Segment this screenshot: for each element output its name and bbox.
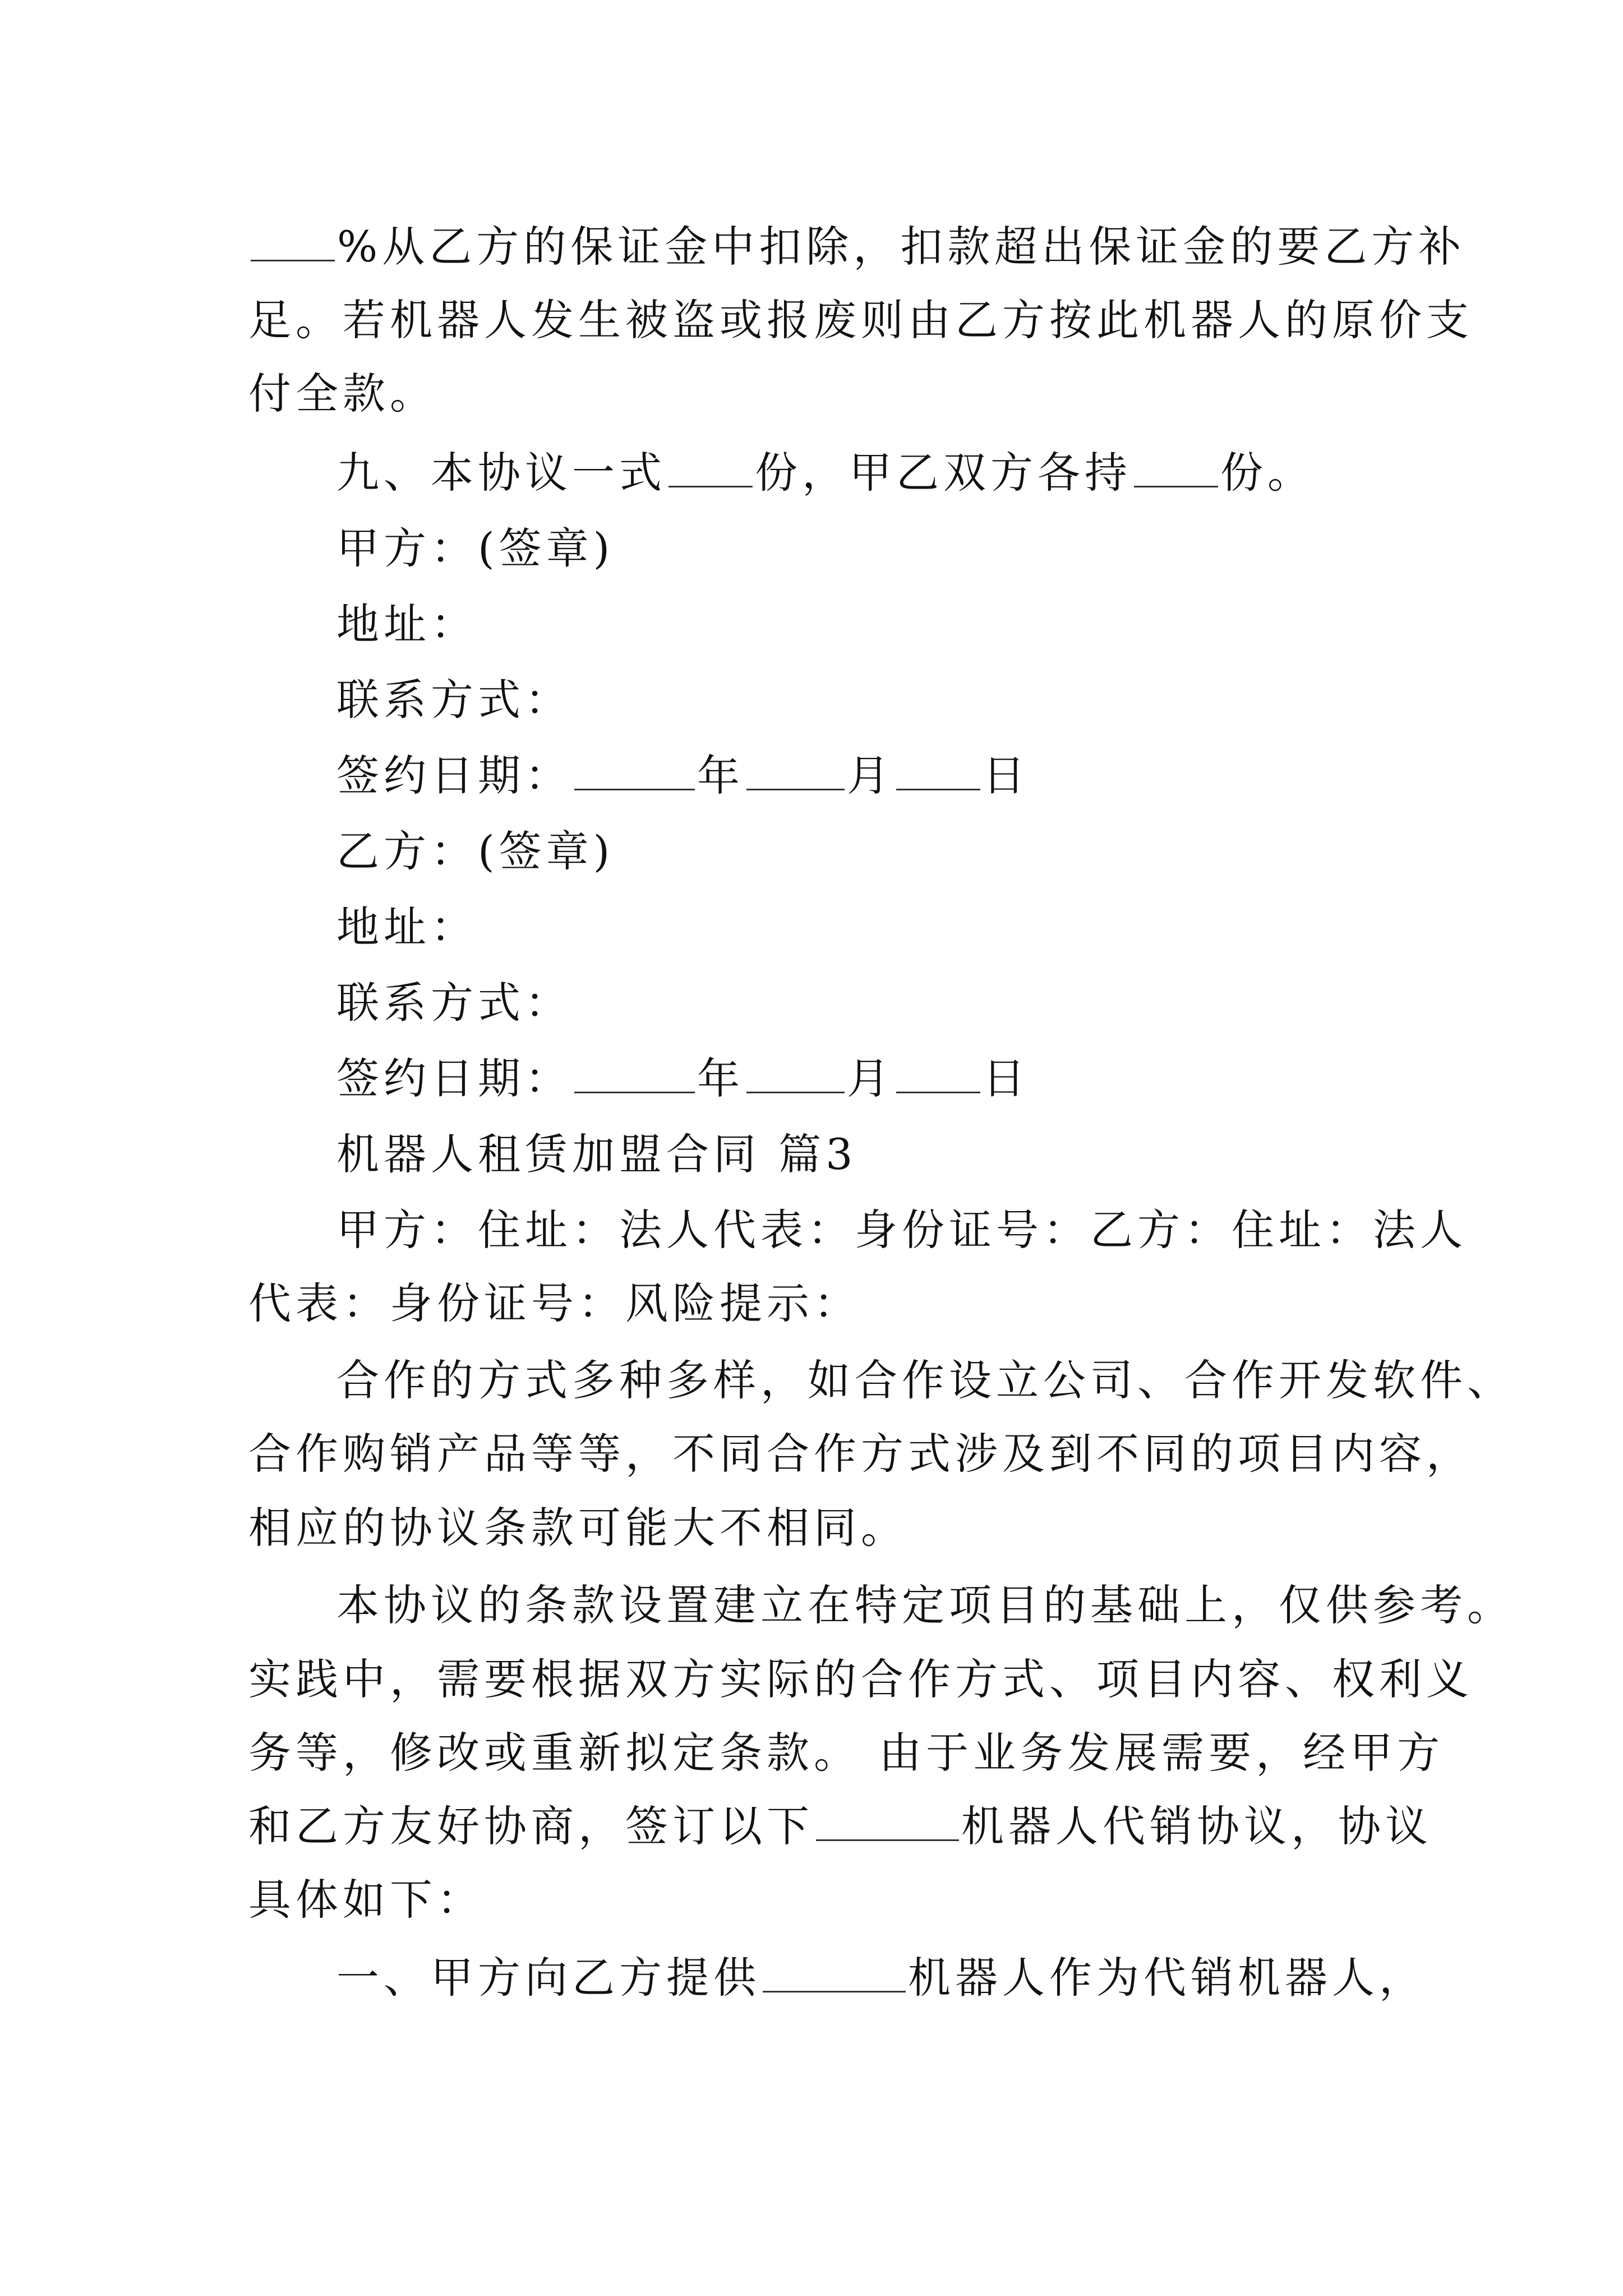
fill-blank <box>668 450 753 487</box>
party-b-contact-line <box>336 976 572 1030</box>
line-text: 和乙方友好协商，签订以下 <box>248 1801 814 1851</box>
line-text: 日 <box>983 751 1030 800</box>
line-text: 具体如下： <box>248 1875 484 1925</box>
line-text: 代表：身份证号：风险提示： <box>248 1278 861 1328</box>
fill-blank <box>746 753 845 790</box>
line-text: %从乙方的保证金中扣除，扣款超出保证金的要乙方补 <box>337 222 1466 272</box>
fill-blank <box>816 1803 959 1841</box>
fill-blank <box>746 1056 845 1093</box>
line-text: 月 <box>847 1053 894 1103</box>
line-text: 份，甲乙双方各持 <box>755 448 1132 498</box>
section-heading <box>336 1128 857 1181</box>
line-text: 九、本协议一式 <box>336 448 666 498</box>
fill-blank <box>1134 450 1218 487</box>
party-a-signature-line <box>336 522 614 576</box>
party-b-address-line <box>336 900 478 954</box>
party-b-date-line <box>336 1052 1030 1106</box>
fill-blank <box>251 224 335 261</box>
line-text: 年 <box>697 1053 744 1103</box>
line-text: 联系方式： <box>336 675 572 725</box>
line-text: 付全款。 <box>248 369 437 418</box>
risk-paragraph-line-2 <box>248 1427 1473 1481</box>
party-a-date-line <box>336 749 1030 803</box>
line-text: 日 <box>983 1053 1030 1103</box>
line-text: 签约日期： <box>336 751 572 800</box>
section-title: 机器人租赁加盟合同 篇3 <box>336 1129 857 1179</box>
line-text: 签约日期： <box>336 1053 572 1103</box>
parties-info-line-1 <box>336 1203 1467 1257</box>
clause-nine-line <box>336 446 1315 500</box>
line-text: 一、甲方向乙方提供 <box>336 1953 760 2003</box>
fill-blank <box>574 753 695 790</box>
line-text: 务等，修改或重新拟定条款。 由于业务发展需要，经甲方 <box>248 1728 1445 1778</box>
fill-blank <box>896 1056 980 1093</box>
note-paragraph-line-3 <box>248 1726 1444 1780</box>
note-paragraph-line-2 <box>248 1653 1473 1706</box>
risk-paragraph-line-1 <box>336 1354 1514 1407</box>
line-text: 份。 <box>1220 448 1315 498</box>
clause-one-line <box>336 1951 1426 2005</box>
fill-blank <box>896 753 980 790</box>
line-text: 机器人作为代销机器人， <box>908 1953 1426 2003</box>
line-text: 本协议的条款设置建立在特定项目的基础上，仅供参考。 <box>336 1580 1514 1630</box>
line-text: 实践中，需要根据双方实际的合作方式、项目内容、权利义 <box>248 1654 1473 1704</box>
parties-info-line-2 <box>248 1277 861 1331</box>
line-text: 相应的协议条款可能大不相同。 <box>248 1503 908 1553</box>
paragraph-line-2 <box>248 293 1473 347</box>
fill-blank <box>574 1056 695 1093</box>
line-text: 联系方式： <box>336 978 572 1028</box>
line-text: 甲方：住址：法人代表：身份证号：乙方：住址：法人 <box>336 1205 1467 1255</box>
line-text: 机器人代销协议，协议 <box>961 1801 1432 1851</box>
line-text: 足。若机器人发生被盗或报废则由乙方按此机器人的原价支 <box>248 295 1473 345</box>
party-b-signature-line <box>336 825 614 878</box>
line-text: 合作的方式多种多样，如合作设立公司、合作开发软件、 <box>336 1355 1514 1405</box>
paragraph-line-3 <box>248 367 437 421</box>
fill-blank <box>763 1955 906 1993</box>
paragraph-line-1 <box>248 220 1465 274</box>
line-text: 年 <box>697 751 744 800</box>
line-text: 甲方：(签章) <box>336 523 615 573</box>
line-text: 地址： <box>336 902 478 952</box>
note-paragraph-line-5 <box>248 1873 484 1927</box>
line-text: 乙方：(签章) <box>336 826 615 876</box>
note-paragraph-line-1 <box>336 1579 1514 1632</box>
party-a-address-line <box>336 597 478 651</box>
line-text: 地址： <box>336 599 478 649</box>
risk-paragraph-line-3 <box>248 1501 908 1555</box>
line-text: 合作购销产品等等，不同合作方式涉及到不同的项目内容， <box>248 1429 1473 1479</box>
note-paragraph-line-4 <box>248 1800 1432 1853</box>
party-a-contact-line <box>336 673 572 727</box>
line-text: 月 <box>847 751 894 800</box>
